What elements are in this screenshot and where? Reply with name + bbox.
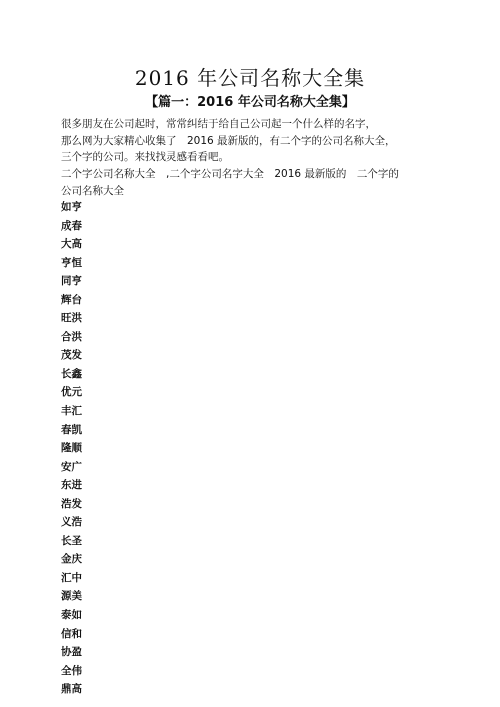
list-item: 全伟 <box>61 664 82 677</box>
list-item: 协盈 <box>61 646 82 659</box>
list-item: 亨恒 <box>61 256 82 269</box>
list-item: 长圣 <box>61 534 82 547</box>
list-item: 丰汇 <box>61 405 82 418</box>
list-item: 优元 <box>61 386 82 399</box>
list-item: 如亨 <box>61 201 82 213</box>
list-item: 辉台 <box>61 293 82 306</box>
section-heading-line: 公司名称大全 <box>61 184 124 197</box>
intro-line: 三个字的公司。来找找灵感看看吧。 <box>61 151 229 163</box>
section-subtitle: 【篇一：2016 年公司名称大全集】 <box>145 95 355 110</box>
intro-line: 那么网为大家精心收集了 2016 最新版的，有二个字的公司名称大全， <box>61 134 396 147</box>
list-item: 茂发 <box>61 349 82 362</box>
list-item: 旺洪 <box>61 312 82 325</box>
section-heading-line: 二个字公司名称大全 ,二个字公司名字大全 2016 最新版的 二个字的 <box>61 168 399 180</box>
list-item: 隆顺 <box>61 442 82 455</box>
list-item: 浩发 <box>61 497 82 510</box>
intro-paragraph <box>61 116 451 166</box>
list-item: 鼎高 <box>61 683 82 696</box>
list-item: 合洪 <box>61 330 82 343</box>
list-item: 成春 <box>61 219 82 232</box>
section-heading <box>61 166 451 199</box>
list-item: 东进 <box>61 479 82 492</box>
list-item: 长鑫 <box>61 367 82 380</box>
document-title: 2016 年公司名称大全集 <box>134 66 366 90</box>
list-item: 汇中 <box>61 571 82 584</box>
list-item: 泰如 <box>61 609 82 622</box>
list-item: 金庆 <box>61 553 82 566</box>
list-item: 信和 <box>61 627 82 640</box>
company-name-list <box>61 198 82 699</box>
list-item: 义浩 <box>61 516 82 529</box>
list-item: 同亨 <box>61 275 82 288</box>
list-item: 春凯 <box>61 423 82 436</box>
list-item: 大高 <box>61 238 82 251</box>
list-item: 安广 <box>61 460 82 473</box>
intro-line: 很多朋友在公司起时，常常纠结于给自己公司起一个什么样的名字， <box>61 118 376 130</box>
list-item: 源美 <box>61 590 82 603</box>
